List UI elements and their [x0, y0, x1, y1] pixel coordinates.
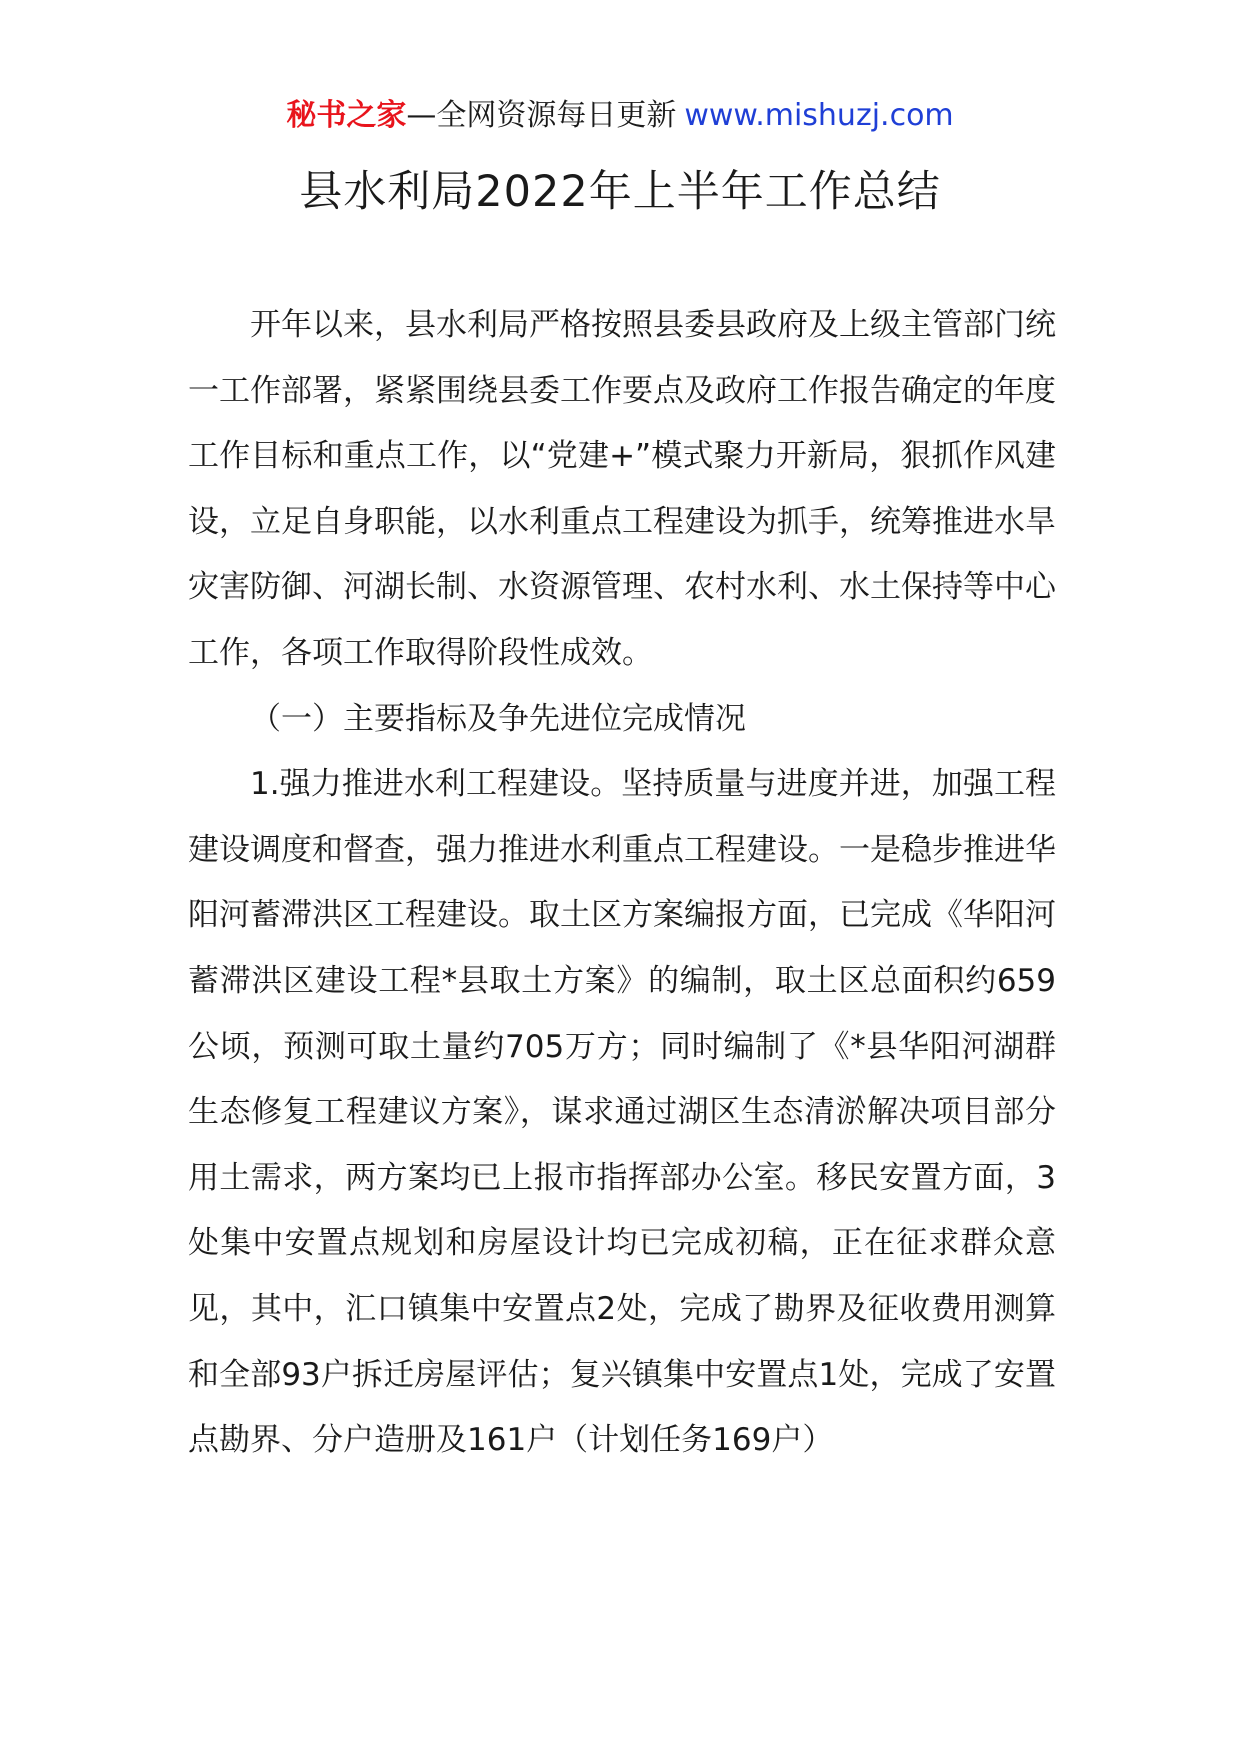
intro-paragraph: 开年以来，县水利局严格按照县委县政府及上级主管部门统一工作部署，紧紧围绕县委工作要点及政府工作报告确定的年度工作目标和重点工作，以“党建+”模式聚力开新局，狠抓作风建设，立足自身职能，以水利重点工程建设为抓手，统筹推进水旱灾害防御、河湖长制、水资源管理、农村水利、水土保持等中心工作，各项工作取得阶段性成效。 — [188, 307, 1056, 671]
site-tagline: —全网资源每日更新 — [406, 98, 677, 133]
section-heading: （一）主要指标及争先进位完成情况 — [250, 700, 746, 737]
site-brand: 秘书之家 — [286, 98, 407, 133]
site-url-link[interactable]: www.mishuzj.com — [684, 98, 954, 133]
document-title: 县水利局2022年上半年工作总结 — [299, 167, 941, 217]
site-header — [0, 96, 1240, 136]
document-body — [188, 293, 1056, 1474]
body-paragraph: 1.强力推进水利工程建设。坚持质量与进度并进，加强工程建设调度和督查，强力推进水利重点工程建设。一是稳步推进华阳河蓄滞洪区工程建设。取土区方案编报方面，已完成《华阳河蓄滞洪区建设工程*县取土方案》的编制，取土区总面积约659公顷，预测可取土量约705万方；同时编制了《*县华阳河湖群生态修复工程建议方案》，谋求通过湖区生态清淤解决项目部分用土需求，两方案均已上报市指挥部办公室。移民安置方面，3处集中安置点规划和房屋设计均已完成初稿，正在征求群众意见，其中，汇口镇集中安置点2处，完成了勘界及征收费用测算和全部93户拆迁房屋评估；复兴镇集中安置点1处，完成了安置点勘界、分户造册及161户（计划任务169户） — [188, 766, 1056, 1459]
